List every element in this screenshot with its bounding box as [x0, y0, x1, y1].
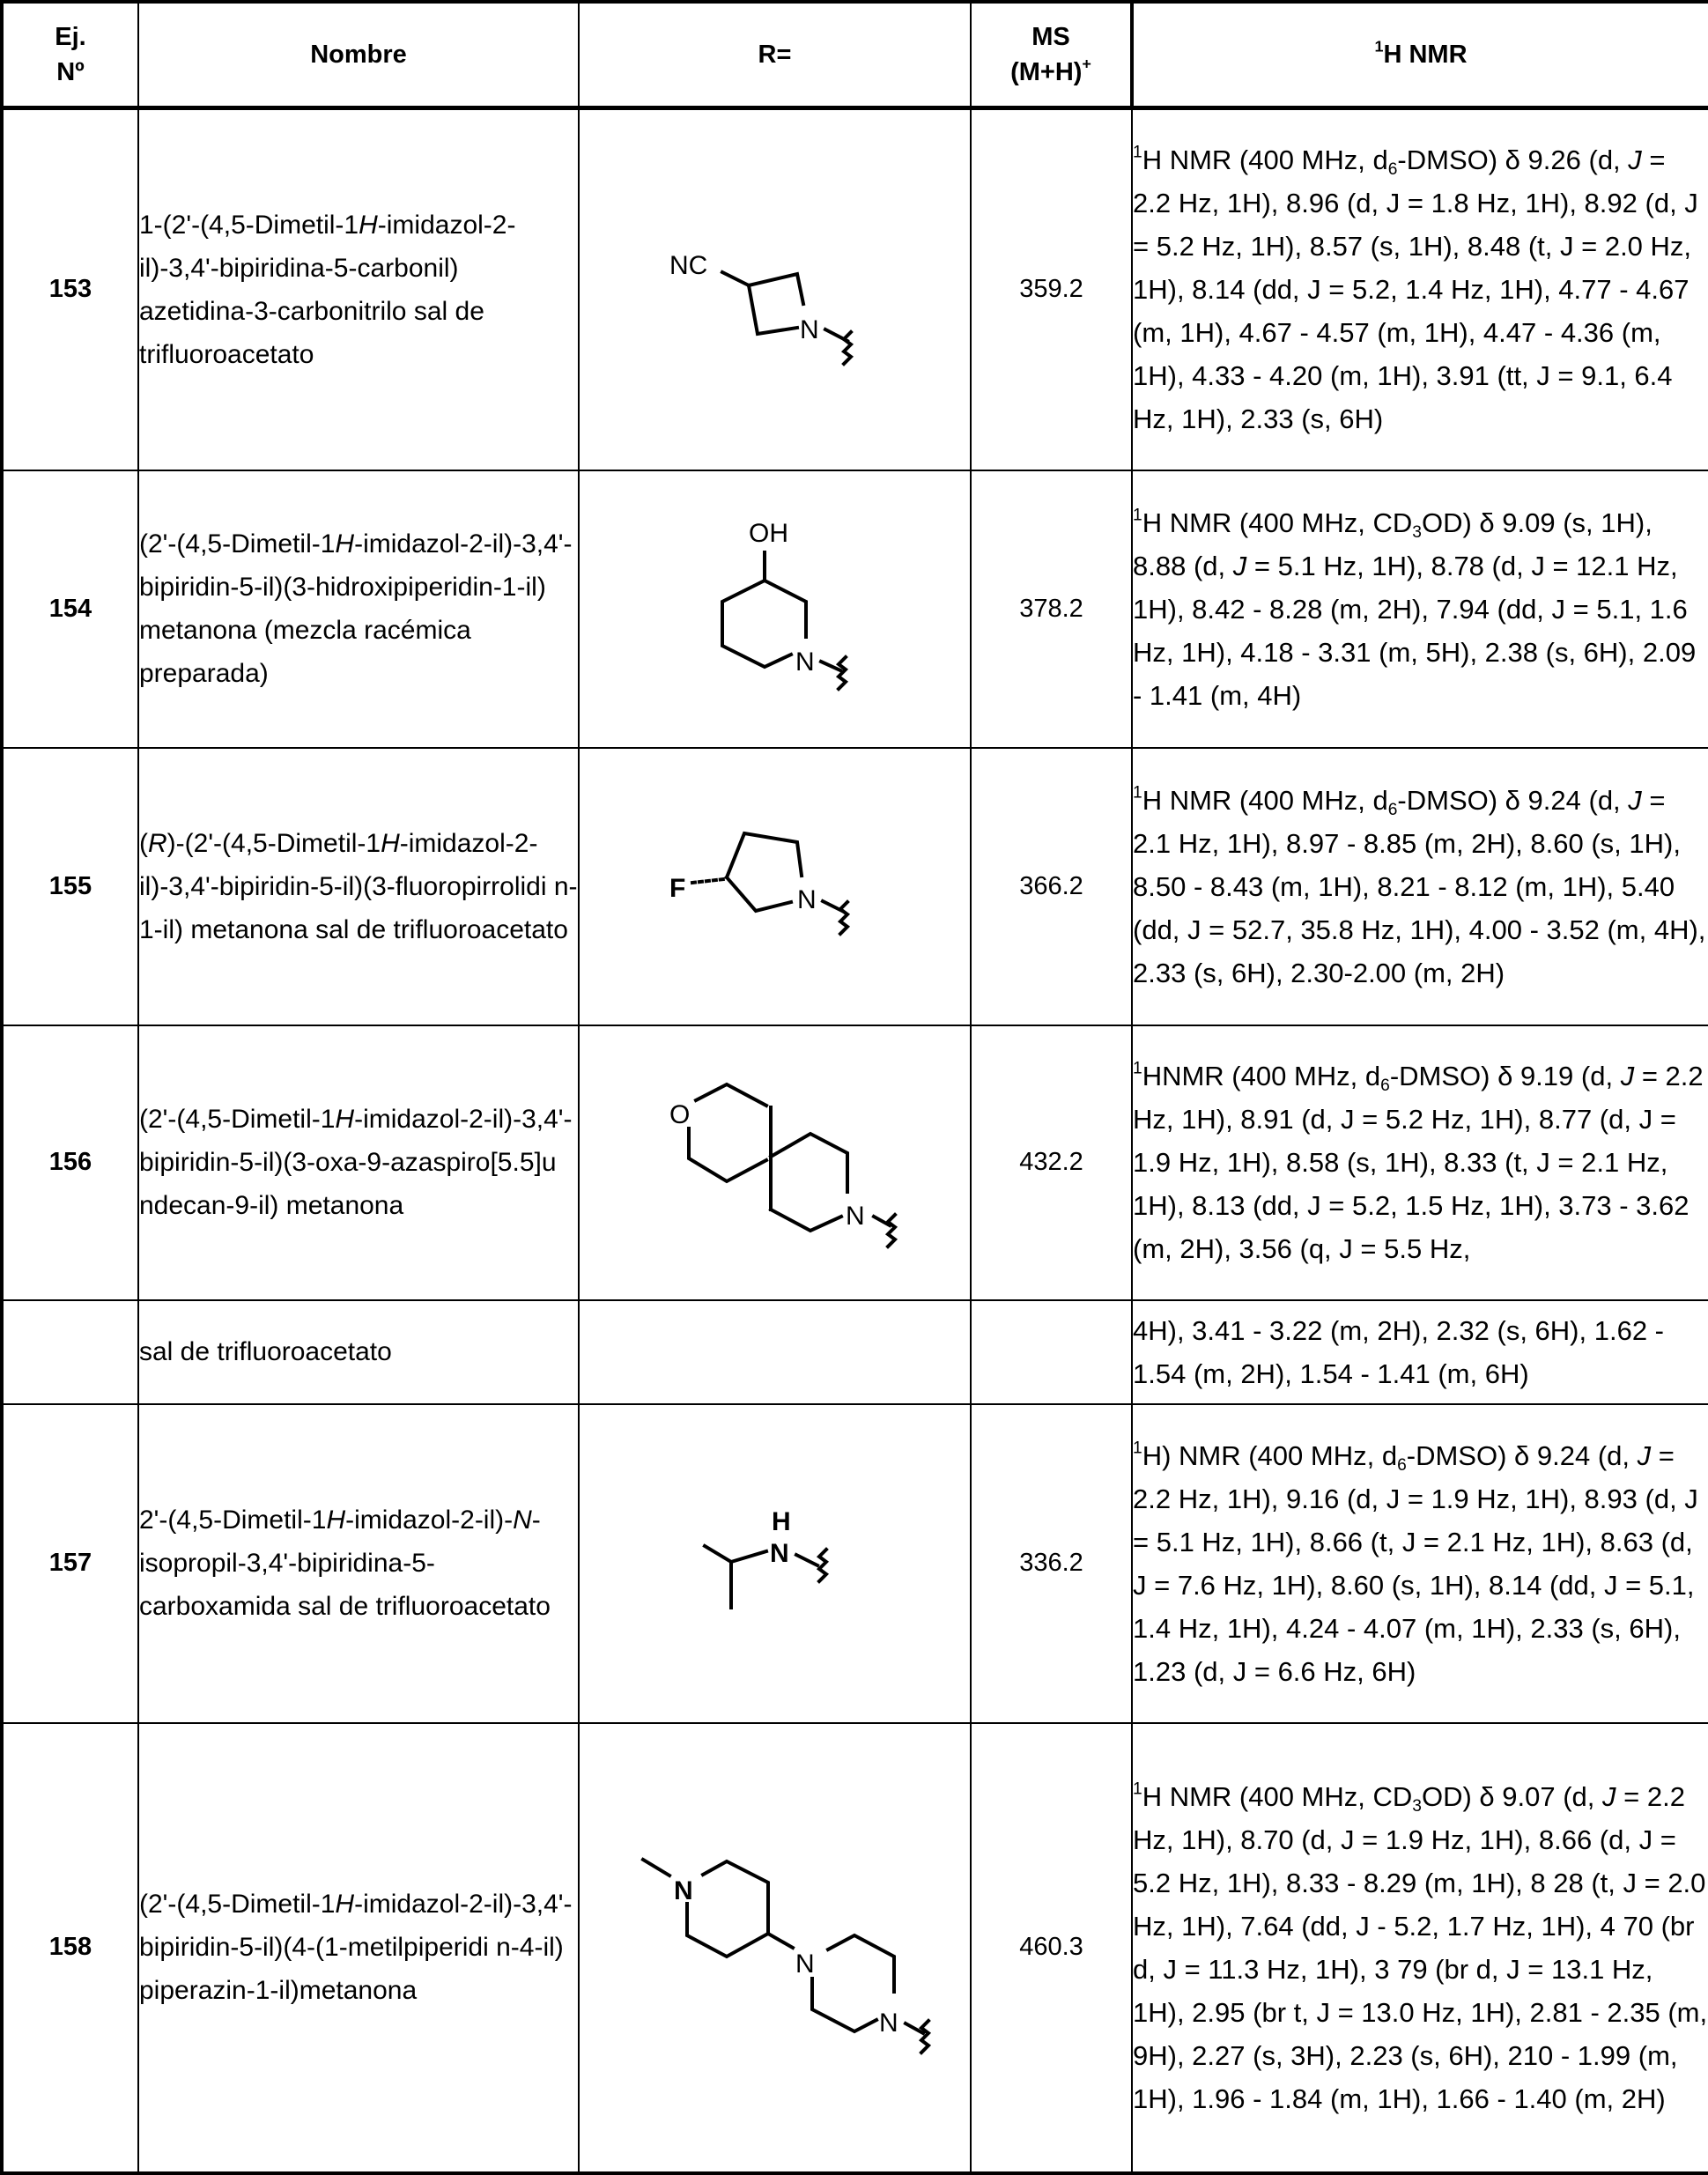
table-row-continuation: [2, 1300, 1708, 1404]
nitrogen-label: N: [795, 1949, 815, 1979]
hydroxyl-label: OH: [748, 519, 788, 548]
nmr-subscript: 3: [1412, 1796, 1422, 1816]
table-row: [2, 1404, 1708, 1723]
header-nmr-label: H NMR: [1383, 41, 1468, 69]
nmr-text: H NMR (400 MHz, d: [1142, 784, 1388, 816]
nmr-subscript: 6: [1387, 160, 1398, 180]
compound-name: [138, 1723, 579, 2173]
name-italic: R: [148, 828, 167, 858]
table-row: [2, 470, 1708, 748]
ms-value: 336.2: [971, 1404, 1132, 1723]
nmr-text: HNMR (400 MHz, d: [1142, 1061, 1381, 1091]
header-ms: [971, 2, 1132, 108]
coupling-symbol: J: [1620, 1061, 1635, 1091]
name-italic: H: [381, 828, 400, 858]
name-text: -imidazol-2-il)-3,4'-bipiridin-5-il)(3-oxa-9-azaspiro[5.5]u ndecan-9-il) metanona: [139, 1105, 573, 1220]
fluorine-label: F: [669, 874, 685, 903]
example-number: 158: [2, 1723, 138, 2173]
nmr-isotope: 1: [1133, 783, 1142, 803]
nmr-text: -DMSO) δ 9.24 (d,: [1406, 1439, 1638, 1471]
coupling-symbol: J: [1637, 1439, 1652, 1471]
name-text: (2'-(4,5-Dimetil-1: [139, 1890, 336, 1919]
compound-name-continuation: sal de trifluoroacetato: [138, 1300, 579, 1404]
r-group-structure: [579, 748, 971, 1025]
name-text: -imidazol-2-il)-: [345, 1505, 514, 1535]
table-row: [2, 748, 1708, 1025]
r-group-structure: [579, 1404, 971, 1723]
example-number: 157: [2, 1404, 138, 1723]
ms-value: 460.3: [971, 1723, 1132, 2173]
nmr-subscript: 3: [1412, 522, 1422, 542]
name-italic: H: [335, 529, 355, 559]
name-italic: H: [359, 210, 378, 240]
name-text: 1-(2'-(4,5-Dimetil-1: [139, 210, 359, 240]
compound-name: [138, 748, 579, 1025]
header-ms-label: MS: [1031, 23, 1070, 51]
nmr-isotope: 1: [1133, 1059, 1142, 1078]
r-group-structure: [579, 1025, 971, 1300]
r-group-structure: [579, 470, 971, 748]
nmr-text: H) NMR (400 MHz, d: [1142, 1439, 1398, 1471]
example-number: [2, 1300, 138, 1404]
nitrogen-label: N: [799, 314, 819, 344]
hydrogen-label: H: [771, 1506, 791, 1536]
r-group-structure: [579, 108, 971, 470]
fluoropyrrolidine-structure-icon: [661, 798, 890, 974]
name-text: 2'-(4,5-Dimetil-1: [139, 1505, 327, 1535]
nmr-text: H NMR (400 MHz, d: [1142, 144, 1388, 176]
header-r-group: R=: [579, 2, 971, 108]
header-ej-label: Ej.: [55, 23, 86, 51]
nitrogen-label: N: [769, 1538, 789, 1568]
nmr-text: = 2.2 Hz, 1H), 8.70 (d, J = 1.9 Hz, 1H), 8.66 (d, J = 5.2 Hz, 1H), 8.33 - 8.29 (m, 1H), 8 28 (t, J = 2.0 Hz, 1H), 7.64 (dd, J - 5.2, 1.7 Hz, 1H), 4 70 (br d, J = 11.3 Hz, 1H), 3 79 (br d, J = 13.1 Hz, 1H), 2.95 (br t, J = 13.0 Hz, 1H), 2.81 - 2.35 (m, 9H), 2.27 (s, 3H), 2.23 (s, 6H), 210 - 1.99 (m, 1H), 1.96 - 1.84 (m, 1H), 1.66 - 1.40 (m, 2H): [1133, 1780, 1708, 2114]
nmr-subscript: 6: [1380, 1076, 1390, 1095]
nitrile-label: NC: [669, 250, 707, 280]
oxa-azaspiro-undecane-structure-icon: [643, 1062, 907, 1264]
nmr-data: [1132, 470, 1708, 748]
nmr-text: = 2.2 Hz, 1H), 8.91 (d, J = 5.2 Hz, 1H), 8.77 (d, J = 1.9 Hz, 1H), 8.58 (s, 1H), 8.33 (t, J = 2.1 Hz, 1H), 8.13 (dd, J = 5.2, 1.5 Hz, 1H), 3.73 - 3.62 (m, 2H), 3.56 (q, J = 5.5 Hz,: [1133, 1061, 1704, 1264]
name-text: -imidazol-2-il)-3,4'-bipiridina-5-carbonil) azetidina-3-carbonitrilo sal de trifluoroacetato: [139, 210, 516, 369]
nmr-subscript: 6: [1387, 800, 1398, 819]
name-text: -isopropil-3,4'-bipiridina-5-carboxamida sal de trifluoroacetato: [139, 1505, 551, 1621]
header-row: [2, 2, 1708, 108]
nmr-text: = 2.1 Hz, 1H), 8.97 - 8.85 (m, 2H), 8.60 (s, 1H), 8.50 - 8.43 (m, 1H), 8.21 - 8.12 (m, 1H), 5.40 (dd, J = 52.7, 35.8 Hz, 1H), 4.00 - 3.52 (m, 4H), 2.33 (s, 6H), 2.30-2.00 (m, 2H): [1133, 784, 1706, 988]
name-text: )-(2'-(4,5-Dimetil-1: [166, 828, 381, 858]
nmr-text: -DMSO) δ 9.19 (d,: [1389, 1061, 1621, 1091]
azetidine-carbonitrile-structure-icon: [661, 202, 890, 378]
ms-value: 359.2: [971, 108, 1132, 470]
nmr-text: H NMR (400 MHz, CD: [1142, 1780, 1413, 1812]
nmr-text: OD) δ 9.09 (s, 1H), 8.88 (d,: [1133, 507, 1653, 581]
example-number: 154: [2, 470, 138, 748]
methylpiperidinyl-piperazine-structure-icon: [608, 1816, 943, 2080]
name-italic: H: [335, 1105, 355, 1134]
header-nmr-isotope: 1: [1374, 37, 1384, 55]
coupling-symbol: J: [1628, 144, 1642, 176]
nmr-text: = 5.1 Hz, 1H), 8.78 (d, J = 12.1 Hz, 1H), 8.42 - 8.28 (m, 2H), 7.94 (dd, J = 5.1, 1.6 Hz, 1H), 4.18 - 3.31 (m, 5H), 2.38 (s, 6H), 2.09 - 1.41 (m, 4H): [1133, 550, 1697, 711]
nmr-data: [1132, 108, 1708, 470]
ms-value: 366.2: [971, 748, 1132, 1025]
ms-value: [971, 1300, 1132, 1404]
name-text: (: [139, 828, 148, 858]
example-number: 156: [2, 1025, 138, 1300]
header-no-label: Nº: [56, 58, 85, 86]
ms-value: 432.2: [971, 1025, 1132, 1300]
table-row: [2, 1723, 1708, 2173]
nmr-isotope: 1: [1133, 1439, 1142, 1458]
example-number: 155: [2, 748, 138, 1025]
name-text: -imidazol-2-il)-3,4'-bipiridin-5-il)(4-(1-metilpiperidi n-4-il) piperazin-1-il)metanona: [139, 1890, 573, 2005]
name-italic: H: [335, 1890, 355, 1919]
nmr-text: -DMSO) δ 9.26 (d,: [1397, 144, 1629, 176]
nitrogen-label: N: [796, 885, 817, 914]
compound-name: [138, 1404, 579, 1723]
nmr-text: -DMSO) δ 9.24 (d,: [1397, 784, 1629, 816]
ms-value: 378.2: [971, 470, 1132, 748]
header-nmr: [1132, 2, 1708, 108]
name-text: -imidazol-2-il)-3,4'-bipiridin-5-il)(3-fluoropirrolidi n-1-il) metanona sal de trifluoroacetato: [139, 828, 578, 944]
nmr-data: [1132, 1723, 1708, 2173]
coupling-symbol: J: [1232, 550, 1247, 581]
nmr-isotope: 1: [1133, 1779, 1142, 1799]
header-ms-charge: +: [1082, 55, 1091, 73]
r-group-structure-empty: [579, 1300, 971, 1404]
compound-name: [138, 108, 579, 470]
nmr-text: OD) δ 9.07 (d,: [1421, 1780, 1603, 1812]
nitrogen-label: N: [795, 647, 815, 677]
table-row: [2, 1025, 1708, 1300]
example-number: 153: [2, 108, 138, 470]
nmr-text: = 2.2 Hz, 1H), 9.16 (d, J = 1.9 Hz, 1H), 8.93 (d, J = 5.1 Hz, 1H), 8.66 (t, J = 2.1 Hz, 1H), 8.63 (d, J = 7.6 Hz, 1H), 8.60 (s, 1H), 8.14 (dd, J = 5.1, 1.4 Hz, 1H), 4.24 - 4.07 (m, 1H), 2.33 (s, 6H), 1.23 (d, J = 6.6 Hz, 6H): [1133, 1439, 1698, 1687]
name-italic: H: [326, 1505, 346, 1535]
header-name: Nombre: [138, 2, 579, 108]
header-example-number: [2, 2, 138, 108]
nitrogen-label: N: [878, 2008, 898, 2038]
coupling-symbol: J: [1602, 1780, 1616, 1812]
compound-name: [138, 1025, 579, 1300]
isopropylamine-structure-icon: [678, 1484, 872, 1643]
nmr-isotope: 1: [1133, 506, 1142, 525]
compound-name: [138, 470, 579, 748]
nmr-text: = 2.2 Hz, 1H), 8.96 (d, J = 1.8 Hz, 1H), 8.92 (d, J = 5.2 Hz, 1H), 8.57 (s, 1H), 8.48 (t, J = 2.0 Hz, 1H), 8.14 (dd, J = 5.2, 1.4 Hz, 1H), 4.77 - 4.67 (m, 1H), 4.67 - 4.57 (m, 1H), 4.47 - 4.36 (m, 1H), 4.33 - 4.20 (m, 1H), 3.91 (tt, J = 9.1, 6.4 Hz, 1H), 2.33 (s, 6H): [1133, 144, 1698, 435]
header-ms-ion: (M+H): [1010, 58, 1083, 86]
r-group-structure: [579, 1723, 971, 2173]
nmr-data-continuation: 4H), 3.41 - 3.22 (m, 2H), 2.32 (s, 6H), 1.62 - 1.54 (m, 2H), 1.54 - 1.41 (m, 6H): [1132, 1300, 1708, 1404]
name-text: (2'-(4,5-Dimetil-1: [139, 1105, 336, 1134]
nmr-data: [1132, 1404, 1708, 1723]
table-row: [2, 108, 1708, 470]
name-italic: N: [513, 1505, 532, 1535]
name-text: (2'-(4,5-Dimetil-1: [139, 529, 336, 559]
hydroxypiperidine-structure-icon: [669, 503, 881, 714]
oxygen-label: O: [669, 1099, 690, 1129]
nitrogen-label: N: [845, 1201, 865, 1231]
nmr-isotope: 1: [1133, 143, 1142, 162]
name-text: -imidazol-2-il)-3,4'-bipiridin-5-il)(3-hidroxipiperidin-1-il) metanona (mezcla racémica preparada): [139, 529, 573, 688]
nmr-subscript: 6: [1397, 1455, 1407, 1475]
nmr-data: [1132, 748, 1708, 1025]
nmr-data: [1132, 1025, 1708, 1300]
nitrogen-label: N: [673, 1875, 693, 1905]
coupling-symbol: J: [1628, 784, 1642, 816]
nmr-text: H NMR (400 MHz, CD: [1142, 507, 1413, 538]
